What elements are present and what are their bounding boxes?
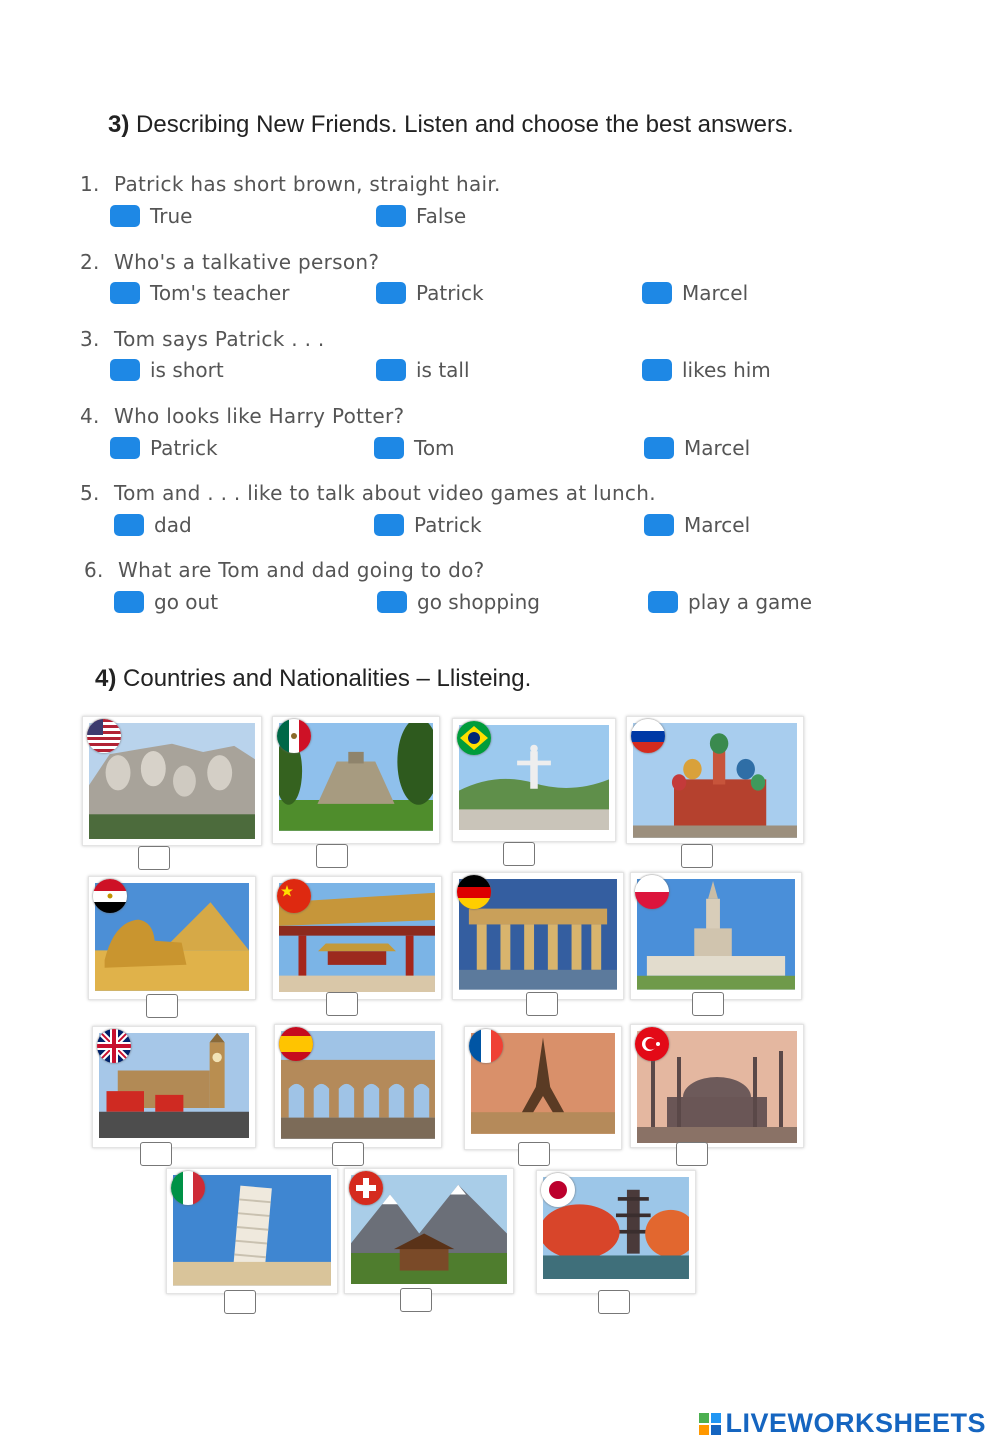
germany-flag-icon (457, 875, 491, 909)
question-text: Tom says Patrick . . . (114, 327, 325, 351)
poland-flag-icon (635, 875, 669, 909)
q5-option-3[interactable] (644, 513, 750, 537)
question-number: 4. (80, 404, 100, 428)
egypt-flag-icon (93, 879, 127, 913)
q2-option-3[interactable] (642, 281, 748, 305)
landmark-card-italy (166, 1168, 338, 1294)
option-label: Patrick (150, 436, 218, 460)
answer-box-france[interactable] (518, 1142, 550, 1166)
landmark-card-brazil (452, 718, 616, 842)
question-3 (80, 327, 325, 351)
answer-box-poland[interactable] (692, 992, 724, 1016)
mexico-flag-icon (277, 719, 311, 753)
question-number: 3. (80, 327, 100, 351)
question-number: 6. (84, 558, 104, 582)
question-4 (80, 404, 404, 428)
question-text: Who looks like Harry Potter? (114, 404, 405, 428)
answer-checkbox[interactable] (377, 591, 407, 613)
brazil-flag-icon (457, 721, 491, 755)
answer-checkbox[interactable] (376, 205, 406, 227)
section-3-title (108, 111, 794, 139)
question-text: Tom and . . . like to talk about video games at lunch. (114, 481, 656, 505)
option-label: Marcel (684, 436, 751, 460)
option-label: play a game (688, 590, 813, 614)
landmark-card-france (464, 1026, 622, 1150)
france-flag-icon (469, 1029, 503, 1063)
option-label: False (416, 204, 467, 228)
q6-option-3[interactable] (648, 590, 812, 614)
option-label: dad (154, 513, 192, 537)
question-text: What are Tom and dad going to do? (118, 558, 485, 582)
answer-box-turkey[interactable] (676, 1142, 708, 1166)
answer-box-switzerland[interactable] (400, 1288, 432, 1312)
landmark-card-switzerland (344, 1168, 514, 1294)
landmark-card-egypt (88, 876, 256, 1000)
option-label: Marcel (684, 513, 751, 537)
section-4-title (95, 665, 531, 693)
q4-option-2[interactable] (374, 436, 455, 460)
turkey-flag-icon (635, 1027, 669, 1061)
answer-box-italy[interactable] (224, 1290, 256, 1314)
option-label: is tall (416, 358, 470, 382)
section-3-number: 3) (108, 111, 130, 138)
answer-box-russia[interactable] (681, 844, 713, 868)
answer-checkbox[interactable] (110, 205, 140, 227)
answer-checkbox[interactable] (114, 591, 144, 613)
spain-flag-icon (279, 1027, 313, 1061)
question-number: 1. (80, 172, 100, 196)
option-label: Marcel (682, 281, 749, 305)
answer-box-mexico[interactable] (316, 844, 348, 868)
q5-option-1[interactable] (114, 513, 192, 537)
question-5 (80, 481, 656, 505)
answer-box-usa[interactable] (138, 846, 170, 870)
japan-flag-icon (541, 1173, 575, 1207)
answer-checkbox[interactable] (644, 514, 674, 536)
answer-box-egypt[interactable] (146, 994, 178, 1018)
landmark-card-turkey (630, 1024, 804, 1148)
option-label: Patrick (414, 513, 482, 537)
q4-option-1[interactable] (110, 436, 218, 460)
q4-option-3[interactable] (644, 436, 750, 460)
answer-checkbox[interactable] (374, 514, 404, 536)
option-label: Patrick (416, 281, 484, 305)
answer-box-spain[interactable] (332, 1142, 364, 1166)
q2-option-2[interactable] (376, 281, 484, 305)
answer-checkbox[interactable] (642, 359, 672, 381)
question-number: 5. (80, 481, 100, 505)
q3-option-3[interactable] (642, 358, 771, 382)
q2-option-1[interactable] (110, 281, 289, 305)
answer-box-japan[interactable] (598, 1290, 630, 1314)
answer-checkbox[interactable] (114, 514, 144, 536)
option-label: go shopping (417, 590, 540, 614)
answer-box-uk[interactable] (140, 1142, 172, 1166)
landmark-card-poland (630, 872, 802, 1000)
answer-checkbox[interactable] (644, 437, 674, 459)
option-label: go out (154, 590, 219, 614)
usa-flag-icon (87, 719, 121, 753)
landmark-card-china (272, 876, 442, 1000)
landmark-card-uk (92, 1026, 256, 1148)
logo-icon (699, 1413, 721, 1435)
liveworksheets-logo (699, 1408, 986, 1439)
q6-option-1[interactable] (114, 590, 218, 614)
option-label: is short (150, 358, 224, 382)
question-text: Patrick has short brown, straight hair. (114, 172, 501, 196)
option-label: Tom's teacher (150, 281, 290, 305)
question-6 (84, 558, 485, 582)
uk-flag-icon (97, 1029, 131, 1063)
russia-flag-icon (631, 719, 665, 753)
q1-option-false[interactable] (376, 204, 466, 228)
answer-box-china[interactable] (326, 992, 358, 1016)
section-3-heading: Describing New Friends. Listen and choose the best answers. (136, 111, 794, 138)
landmark-card-japan (536, 1170, 696, 1294)
answer-checkbox[interactable] (648, 591, 678, 613)
option-label: Tom (414, 436, 455, 460)
answer-box-germany[interactable] (526, 992, 558, 1016)
q6-option-2[interactable] (377, 590, 540, 614)
italy-flag-icon (171, 1171, 205, 1205)
answer-checkbox[interactable] (110, 282, 140, 304)
question-text: Who's a talkative person? (114, 250, 380, 274)
answer-checkbox[interactable] (374, 437, 404, 459)
landmark-card-usa (82, 716, 262, 846)
landmark-card-germany (452, 872, 624, 1000)
china-flag-icon (277, 879, 311, 913)
answer-checkbox[interactable] (642, 282, 672, 304)
q1-option-true[interactable] (110, 204, 192, 228)
logo-text: LIVEWORKSHEETS (725, 1408, 986, 1438)
q3-option-2[interactable] (376, 358, 470, 382)
question-2 (80, 250, 379, 274)
answer-checkbox[interactable] (110, 437, 140, 459)
option-label: True (150, 204, 193, 228)
option-label: likes him (682, 358, 771, 382)
question-1 (80, 172, 501, 196)
section-4-number: 4) (95, 665, 117, 692)
answer-checkbox[interactable] (376, 359, 406, 381)
answer-box-brazil[interactable] (503, 842, 535, 866)
landmark-card-russia (626, 716, 804, 844)
landmark-card-spain (274, 1024, 442, 1148)
switzerland-flag-icon (349, 1171, 383, 1205)
question-number: 2. (80, 250, 100, 274)
answer-checkbox[interactable] (110, 359, 140, 381)
q5-option-2[interactable] (374, 513, 482, 537)
answer-checkbox[interactable] (376, 282, 406, 304)
section-4-heading: Countries and Nationalities – Llisteing. (123, 665, 532, 692)
q3-option-1[interactable] (110, 358, 224, 382)
landmark-card-mexico (272, 716, 440, 844)
